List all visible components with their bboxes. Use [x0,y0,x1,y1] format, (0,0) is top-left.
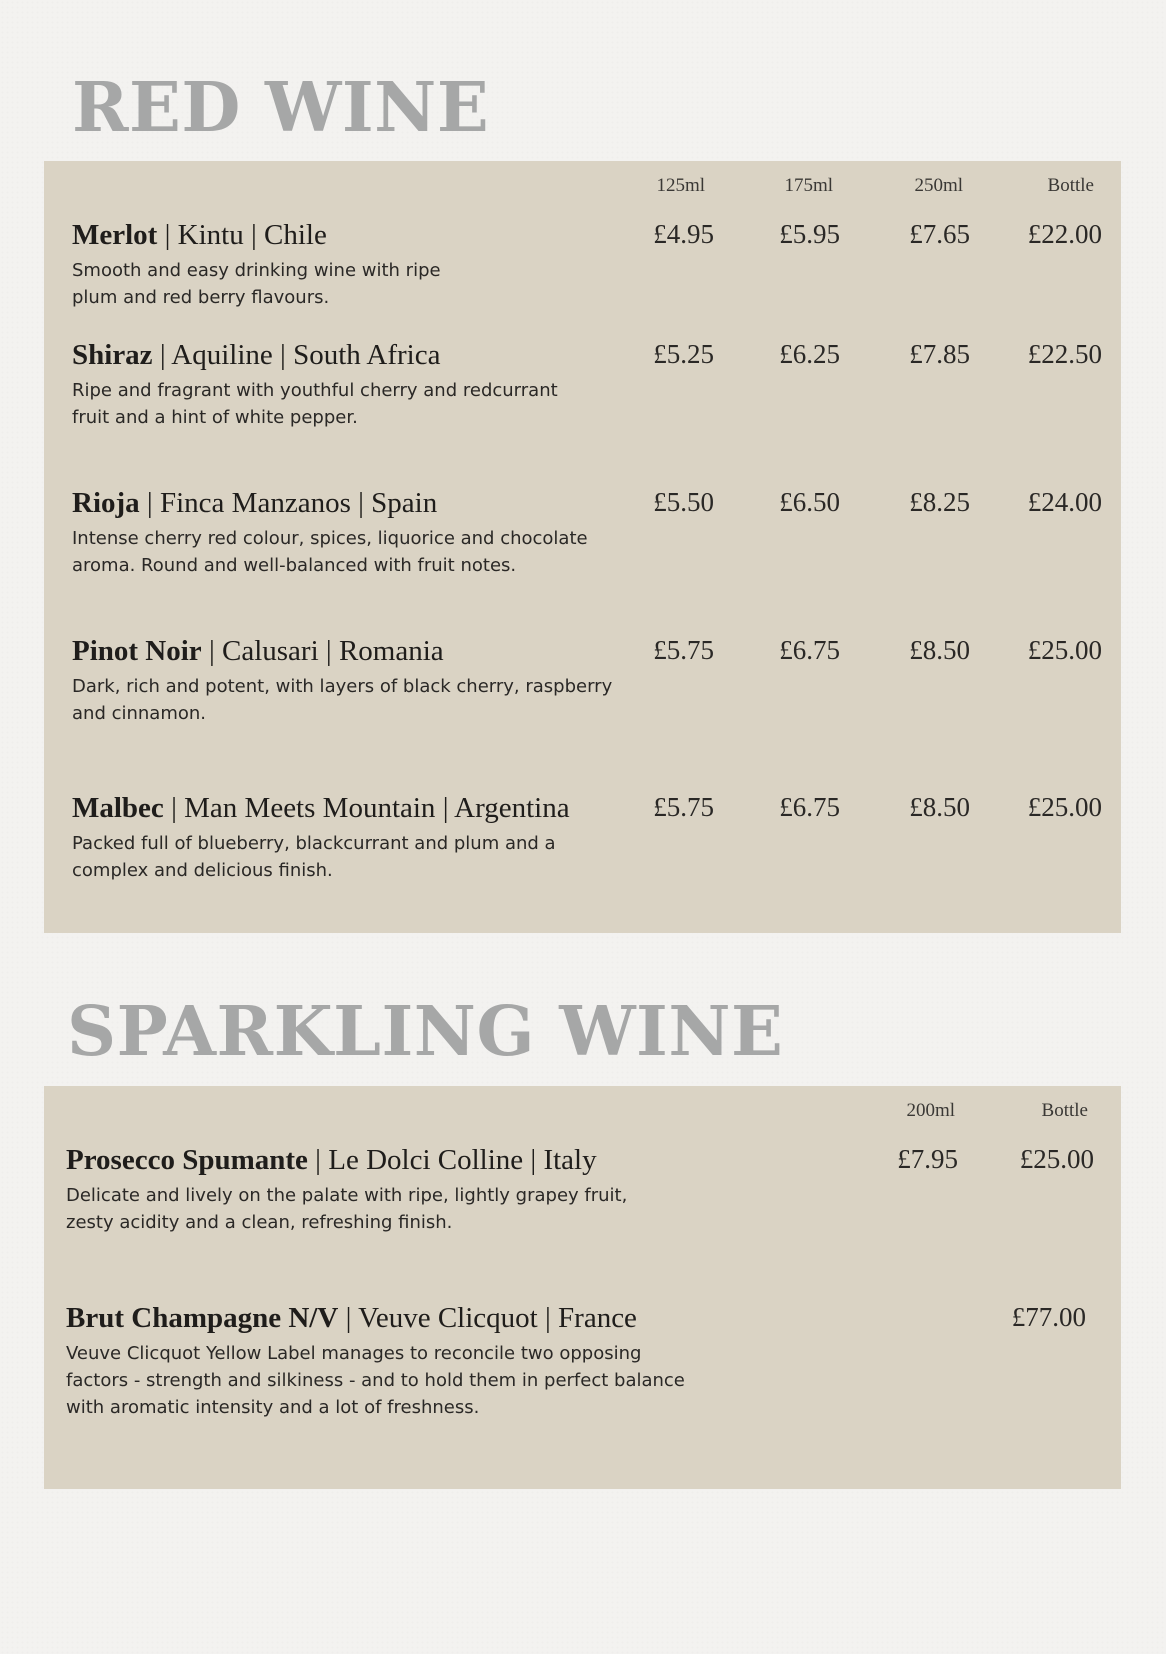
price-bottle: £25.00 [1027,792,1102,822]
wine-name: Prosecco Spumante | Le Dolci Colline | Italy [66,1144,597,1176]
sparkling-wine-title: SPARKLING WINE [67,992,784,1072]
price-250ml: £7.65 [909,219,970,249]
wine-description: Delicate and lively on the palate with ripe, lightly grapey fruit, zesty acidity and a clean, refreshing finish. [66,1185,628,1233]
price-175ml: £6.50 [779,487,840,517]
size-header-200ml: 200ml [906,1100,955,1121]
price-250ml: £8.50 [909,635,970,665]
size-header-125ml: 125ml [656,175,705,196]
wine-description: Intense cherry red colour, spices, liquorice and chocolate aroma. Round and well-balanced with fruit notes. [72,528,588,576]
price-bottle: £22.00 [1027,219,1102,249]
price-125ml: £5.25 [653,339,714,369]
price-125ml: £5.75 [653,635,714,665]
price-175ml: £6.75 [779,792,840,822]
wine-name: Rioja | Finca Manzanos | Spain [72,487,438,519]
price-125ml: £5.50 [653,487,714,517]
wine-name: Malbec | Man Meets Mountain | Argentina [72,792,570,824]
price-bottle: £25.00 [1027,635,1102,665]
wine-description: Smooth and easy drinking wine with ripe plum and red berry flavours. [72,260,441,308]
price-bottle: £24.00 [1027,487,1102,517]
price-bottle: £77.00 [1011,1302,1086,1332]
price-250ml: £8.25 [909,487,970,517]
wine-description: Veuve Clicquot Yellow Label manages to reconcile two opposing factors - strength and silkiness - and to hold them in perfect balance with aromatic intensity and a lot of freshness. [66,1343,685,1418]
price-175ml: £6.25 [779,339,840,369]
wine-description: Ripe and fragrant with youthful cherry and redcurrant fruit and a hint of white pepper. [72,380,558,428]
red-wine-title: RED WINE [72,68,490,148]
size-header-175ml: 175ml [784,175,833,196]
price-200ml: £7.95 [897,1144,958,1174]
wine-name: Brut Champagne N/V | Veuve Clicquot | France [66,1302,637,1334]
wine-description: Packed full of blueberry, blackcurrant and plum and a complex and delicious finish. [72,833,556,881]
wine-name: Pinot Noir | Calusari | Romania [72,635,444,667]
price-175ml: £5.95 [779,219,840,249]
price-125ml: £4.95 [653,219,714,249]
wine-name: Merlot | Kintu | Chile [72,219,327,251]
price-bottle: £22.50 [1027,339,1102,369]
price-175ml: £6.75 [779,635,840,665]
sparkling-wine-panel [44,1086,1121,1489]
price-bottle: £25.00 [1019,1144,1094,1174]
price-250ml: £8.50 [909,792,970,822]
size-header-bottle: Bottle [1047,175,1094,196]
red-wine-panel [44,161,1121,933]
size-header-bottle: Bottle [1041,1100,1088,1121]
price-250ml: £7.85 [909,339,970,369]
wine-description: Dark, rich and potent, with layers of black cherry, raspberry and cinnamon. [72,676,613,724]
wine-name: Shiraz | Aquiline | South Africa [72,339,441,371]
size-header-250ml: 250ml [914,175,963,196]
price-125ml: £5.75 [653,792,714,822]
